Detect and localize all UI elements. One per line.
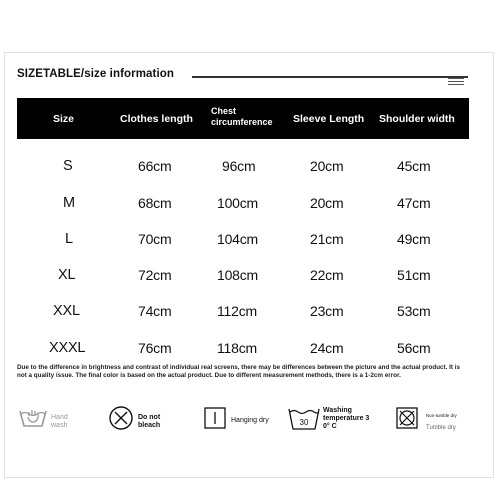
- do-not-bleach-icon: [108, 405, 134, 431]
- cell-size: XXL: [53, 303, 80, 319]
- cell-sleeve: 20cm: [310, 158, 344, 174]
- cell-shoulder: 49cm: [397, 231, 431, 247]
- table-row: [0, 231, 500, 251]
- cell-clothes-length: 76cm: [138, 340, 172, 356]
- cell-clothes-length: 66cm: [138, 158, 172, 174]
- menu-icon: [448, 78, 464, 86]
- table-header: [17, 98, 469, 139]
- cell-size: S: [63, 158, 73, 174]
- header-chest-circumference: [211, 98, 273, 139]
- cell-sleeve: 20cm: [310, 195, 344, 211]
- cell-sleeve: 24cm: [310, 340, 344, 356]
- header-chest-line1: Chest: [211, 105, 237, 116]
- cell-chest: 104cm: [217, 231, 259, 247]
- cell-clothes-length: 68cm: [138, 195, 172, 211]
- cell-size: M: [63, 195, 75, 211]
- cell-clothes-length: 72cm: [138, 267, 172, 283]
- cell-shoulder: 56cm: [397, 340, 431, 356]
- cell-shoulder: 47cm: [397, 195, 431, 211]
- table-row: [0, 303, 500, 323]
- table-row: [0, 195, 500, 215]
- cell-chest: 118cm: [217, 340, 257, 356]
- cell-size: XXXL: [49, 340, 86, 356]
- cell-size: L: [65, 231, 73, 247]
- hand-wash-icon: [18, 405, 48, 429]
- cell-shoulder: 51cm: [397, 267, 431, 283]
- cell-clothes-length: 74cm: [138, 303, 172, 319]
- header-clothes-length: Clothes length: [120, 112, 193, 125]
- cell-shoulder: 53cm: [397, 303, 431, 319]
- hanging-dry-icon: [204, 407, 226, 429]
- care-label-non-tumble-dry: Non-tumble dry Tumble dry: [426, 413, 457, 431]
- header-shoulder-width: Shoulder width: [379, 112, 455, 125]
- care-label-washing-temp: Washing temperature 3 0° C: [323, 407, 370, 430]
- disclaimer-note: Due to the difference in brightness and contrast of individual real screens, there may be differences between the picture and the actual product. It is not a quality issue. The final color is based on the actual product. Due to different measurement methods, there is a 1-2cm error.: [17, 364, 460, 380]
- cell-chest: 100cm: [217, 195, 259, 211]
- cell-sleeve: 21cm: [310, 231, 344, 247]
- page-title: SIZETABLE/size information: [17, 68, 175, 80]
- header-chest-line2: circumference: [211, 116, 273, 127]
- table-row: [0, 267, 500, 287]
- cell-chest: 112cm: [217, 303, 257, 319]
- cell-clothes-length: 70cm: [138, 231, 172, 247]
- table-row: [0, 340, 500, 360]
- header-sleeve-length: Sleeve Length: [293, 112, 365, 125]
- cell-chest: 108cm: [217, 267, 259, 283]
- cell-sleeve: 22cm: [310, 267, 344, 283]
- non-tumble-dry-icon: [396, 407, 418, 429]
- care-label-do-not-bleach: Do not bleach: [138, 414, 161, 429]
- care-label-hanging-dry: Hanging dry: [231, 417, 269, 424]
- cell-chest: 96cm: [222, 158, 256, 174]
- cell-sleeve: 23cm: [310, 303, 344, 319]
- washing-temperature-icon: [287, 405, 321, 431]
- care-label-hand-wash: Hand wash: [51, 414, 68, 429]
- cell-size: XL: [58, 267, 76, 283]
- title-divider: [192, 76, 468, 78]
- cell-shoulder: 45cm: [397, 158, 431, 174]
- wash-temp-badge: 30: [299, 418, 309, 427]
- table-row: [0, 158, 500, 178]
- header-size: Size: [53, 112, 75, 125]
